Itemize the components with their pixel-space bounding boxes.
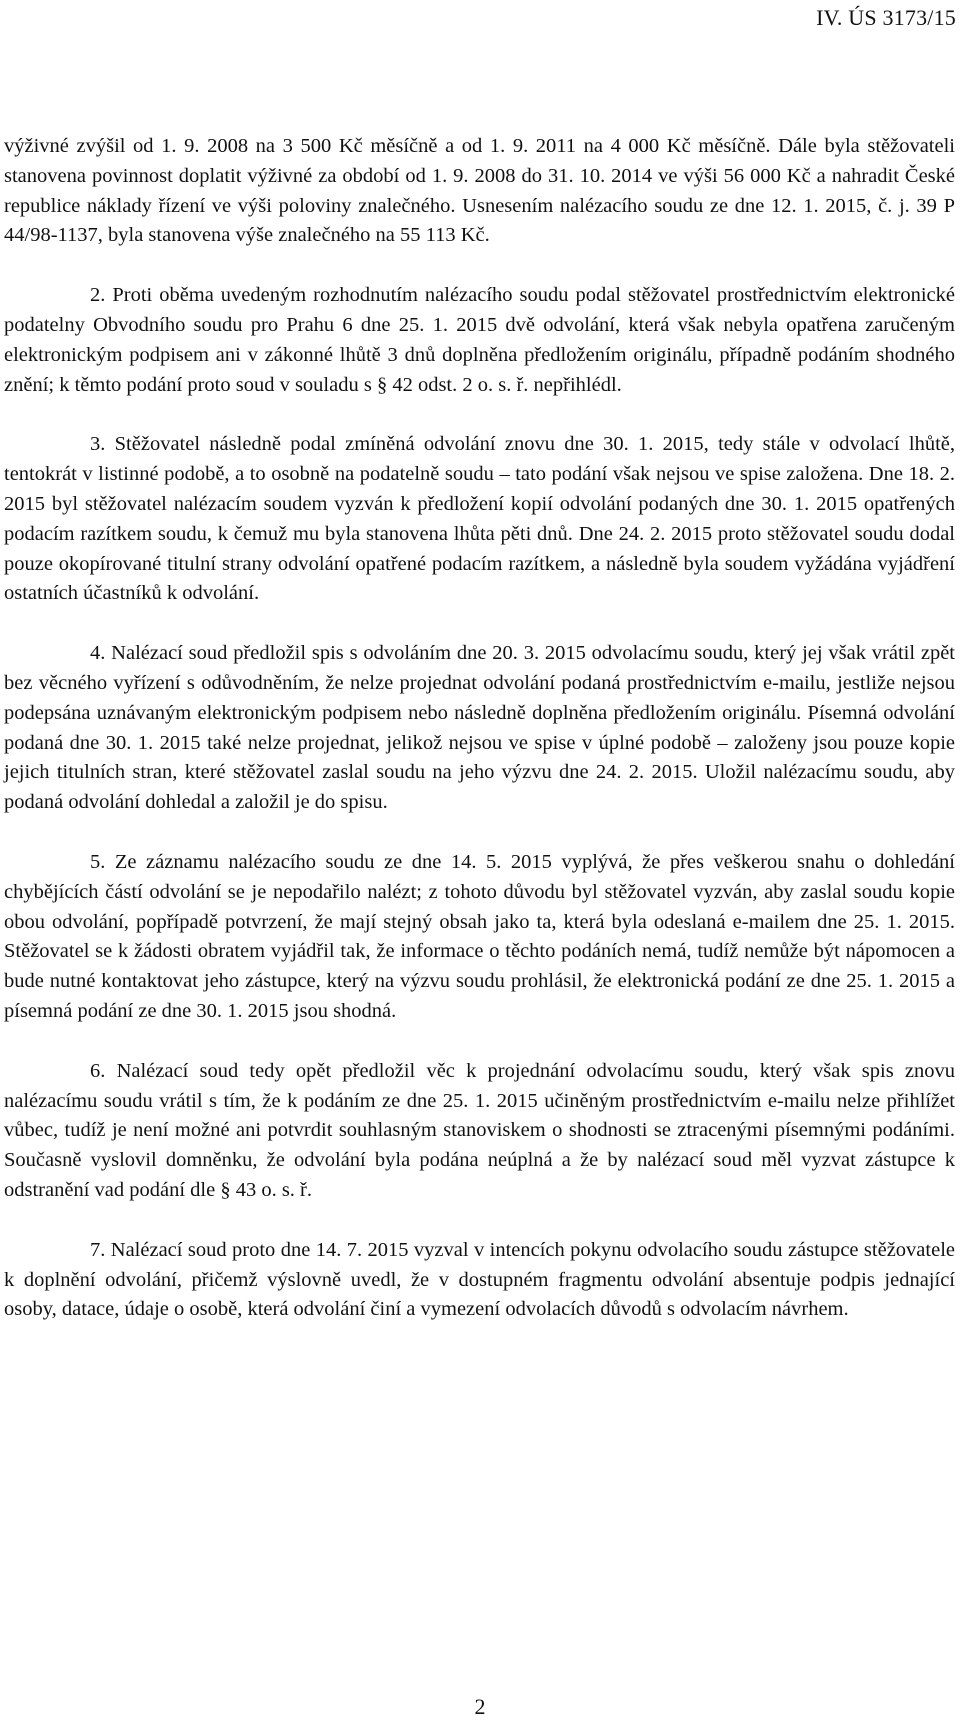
page-number: 2: [474, 1694, 486, 1719]
paragraph-continuation: výživné zvýšil od 1. 9. 2008 na 3 500 Kč měsíčně a od 1. 9. 2011 na 4 000 Kč měsíčně. Dále byla stěžovateli stanovena povinnost doplatit výživné za období od 1. 9. 2008 do 31. 10. 2014 ve výši 56 000 Kč a nahradit České republice náklady řízení ve výši poloviny znalečného. Usnesením nalézacího soudu ze dne 12. 1. 2015, č. j. 39 P 44/98-1137, byla stanovena výše znalečného na 55 113 Kč.: [4, 135, 955, 247]
paragraph-6: 6. Nalézací soud tedy opět předložil věc k projednání odvolacímu soudu, který však spis znovu nalézacímu soudu vrátil s tím, že k podáním ze dne 25. 1. 2015 učiněným prostřednictvím e-mailu nelze přihlížet vůbec, tudíž je není možné ani potvrdit souhlasným stanoviskem o shodnosti se ztracenými písemnými podáními. Současně vyslovil domněnku, že odvolání byla podána neúplná a že by nalézací soud měl vyzvat zástupce k odstranění vad podání dle § 43 o. s. ř.: [4, 1059, 955, 1201]
paragraph-5: 5. Ze záznamu nalézacího soudu ze dne 14. 5. 2015 vyplývá, že přes veškerou snahu o dohledání chybějících částí odvolání se je nepodařilo nalézt; z tohoto důvodu byl stěžovatel vyzván, aby zaslal soudu kopie obou odvolání, popřípadě potvrzení, že mají stejný obsah jako ta, která byla odeslaná e-mailem dne 25. 1. 2015. Stěžovatel se k žádosti obratem vyjádřil tak, že informace o těchto podáních nemá, tudíž nemůže být nápomocen a bude nutné kontaktovat jeho zástupce, který na výzvu soudu prohlásil, že elektronická podání ze dne 25. 1. 2015 a písemná podání ze dne 30. 1. 2015 jsou shodná.: [4, 850, 955, 1022]
document-body: [4, 132, 955, 1325]
paragraph-7: 7. Nalézací soud proto dne 14. 7. 2015 vyzval v intencích pokynu odvolacího soudu zástupce stěžovatele k doplnění odvolání, přičemž výslovně uvedl, že v dostupném fragmentu odvolání absentuje podpis jednající osoby, datace, údaje o osobě, která odvolání činí a vymezení odvolacích důvodů s odvolacím návrhem.: [4, 1238, 955, 1321]
paragraph-4: 4. Nalézací soud předložil spis s odvoláním dne 20. 3. 2015 odvolacímu soudu, který jej však vrátil zpět bez věcného vyřízení s odůvodněním, že nelze projednat odvolání podaná prostřednictvím e-mailu, jestliže nejsou podepsána uznávaným elektronickým podpisem nebo následně doplněna předložením originálu. Písemná odvolání podaná dne 30. 1. 2015 také nelze projednat, jelikož nejsou ve spise v úplné podobě – založeny jsou pouze kopie jejich titulních stran, které stěžovatel zaslal soudu na jeho výzvu dne 24. 2. 2015. Uložil nalézacímu soudu, aby podaná odvolání dohledal a založil je do spisu.: [4, 642, 955, 814]
paragraph-3: 3. Stěžovatel následně podal zmíněná odvolání znovu dne 30. 1. 2015, tedy stále v odvolací lhůtě, tentokrát v listinné podobě, a to osobně na podatelně soudu – tato podání však nejsou ve spise založena. Dne 18. 2. 2015 byl stěžovatel nalézacím soudem vyzván k předložení kopií odvolání podaných dne 30. 1. 2015 opatřených podacím razítkem soudu, k čemuž mu byla stanovena lhůta pěti dnů. Dne 24. 2. 2015 proto stěžovatel soudu dodal pouze okopírované titulní strany odvolání opatřené podacím razítkem, a následně byla soudem vyžádána vyjádření ostatních účastníků k odvolání.: [4, 433, 955, 605]
case-number-header: IV. ÚS 3173/15: [816, 5, 956, 30]
paragraph-2: 2. Proti oběma uvedeným rozhodnutím nalézacího soudu podal stěžovatel prostřednictvím elektronické podatelny Obvodního soudu pro Prahu 6 dne 25. 1. 2015 dvě odvolání, která však nebyla opatřena zaručeným elektronickým podpisem ani v zákonné lhůtě 3 dnů doplněna předložením originálu, případně podáním shodného znění; k těmto podání proto soud v souladu s § 42 odst. 2 o. s. ř. nepřihlédl.: [4, 284, 955, 396]
